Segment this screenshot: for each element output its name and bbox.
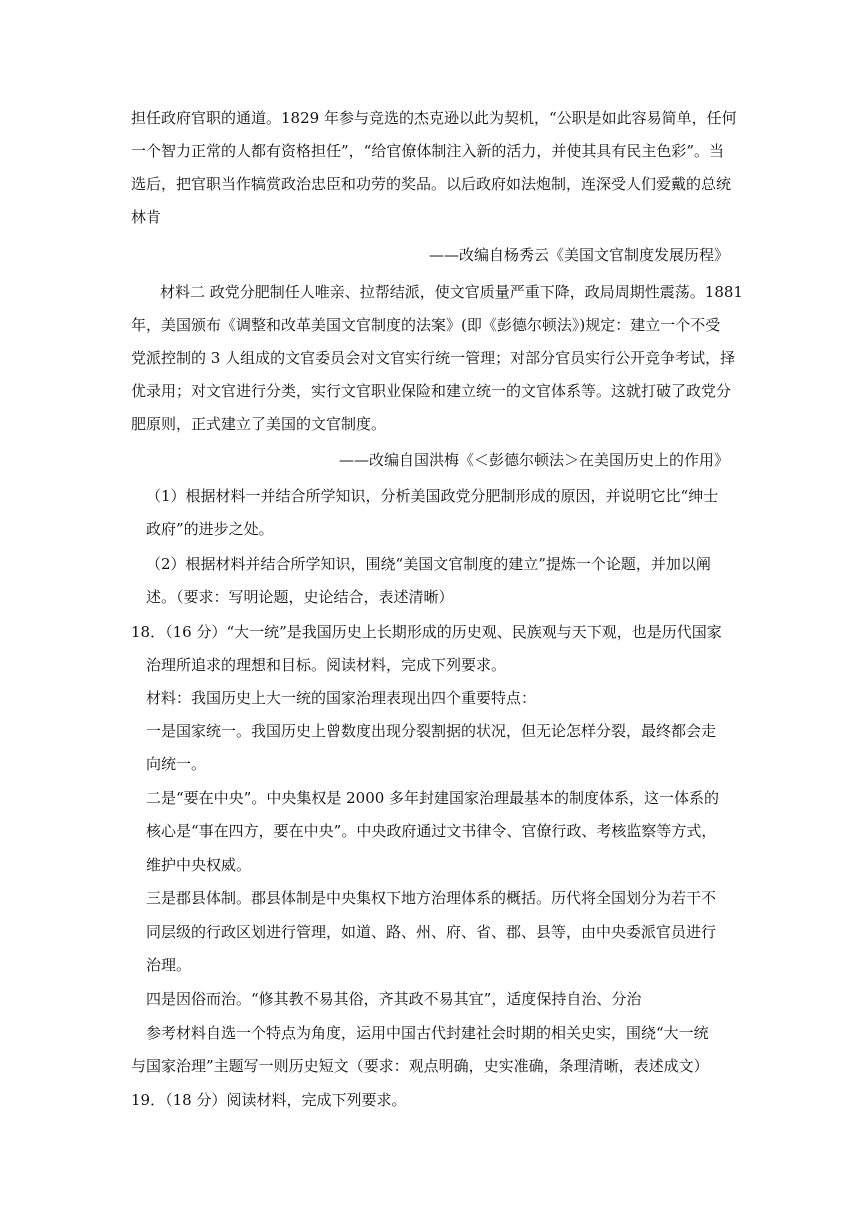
q18-requirement-line-2: 与国家治理”主题写一则历史短文（要求：观点明确，史实准确，条理清晰，表述成文） (131, 1057, 709, 1075)
material-one-source: ——改编自杨秀云《美国文官制度发展历程》 (428, 246, 729, 264)
q18-point-4-line-1: 四是因俗而治。“修其教不易其俗，齐其政不易其宜”，适度保持自治、分治 (146, 990, 642, 1008)
material-one-line-2: 一个智力正常的人都有资格担任”，“给官僚体制注入新的活力，并使其具有民主色彩”。当 (131, 142, 725, 160)
q18-point-1-line-2: 向统一。 (146, 755, 207, 773)
q19-stem-line-1: 19．（18 分）阅读材料，完成下列要求。 (131, 1091, 407, 1109)
material-one-line-4: 林肯 (131, 208, 162, 226)
material-one-line-1: 担任政府官职的通道。1829 年参与竞选的杰克逊以此为契机，“公职是如此容易简单，任何 (131, 109, 737, 127)
q18-point-1-line-1: 一是国家统一。我国历史上曾数度出现分裂割据的状况，但无论怎样分裂，最终都会走 (146, 722, 717, 740)
material-two-line-3: 党派控制的 3 人组成的文官委员会对文官实行统一管理；对部分官员实行公开竞争考试，择 (131, 349, 736, 367)
q18-material-intro: 材料：我国历史上大一统的国家治理表现出四个重要特点： (146, 689, 537, 707)
q17-sub2-line-2: 述。（要求：写明论题，史论结合，表述清晰） (146, 588, 454, 606)
q18-point-3-line-3: 治理。 (146, 956, 192, 974)
q18-requirement-line-1: 参考材料自选一个特点为角度，运用中国古代封建社会时期的相关史实，围绕“大一统 (146, 1024, 709, 1042)
material-two-line-5: 肥原则，正式建立了美国的文官制度。 (131, 415, 387, 433)
material-two-line-4: 优录用；对文官进行分类，实行文官职业保险和建立统一的文官体系等。这就打破了政党分 (131, 382, 732, 400)
q18-point-2-line-1: 二是“要在中央”。中央集权是 2000 多年封建国家治理最基本的制度体系，这一体系的 (146, 789, 720, 807)
material-two-line-2: 年，美国颁布《调整和改革美国文官制度的法案》(即《彭德尔顿法》)规定：建立一个不受 (131, 316, 721, 334)
q18-point-2-line-3: 维护中央权威。 (146, 856, 252, 874)
material-two-source: ——改编自国洪梅《＜彭德尔顿法＞在美国历史上的作用》 (338, 451, 729, 469)
material-two-line-1: 材料二 政党分肥制任人唯亲、拉帮结派，使文官质量严重下降，政局周期性震荡。1881 (160, 283, 743, 301)
q17-sub1-line-1: （1）根据材料一并结合所学知识，分析美国政党分肥制形成的原因，并说明它比“绅士 (146, 487, 719, 505)
q18-stem-line-1: 18．（16 分）“大一统”是我国历史上长期形成的历史观、民族观与天下观，也是历代国家 (131, 623, 722, 641)
q17-sub2-line-1: （2）根据材料并结合所学知识，围绕“美国文官制度的建立”提炼一个论题，并加以阐 (146, 555, 711, 573)
q17-sub1-line-2: 政府”的进步之处。 (146, 520, 274, 538)
material-one-line-3: 选后，把官职当作犒赏政治忠臣和功劳的奖品。以后政府如法炮制，连深受人们爱戴的总统 (131, 175, 732, 193)
q18-point-2-line-2: 核心是“事在四方，要在中央”。中央政府通过文书律令、官僚行政、考核监察等方式， (146, 822, 717, 840)
q18-point-3-line-1: 三是郡县体制。郡县体制是中央集权下地方治理体系的概括。历代将全国划分为若干不 (146, 889, 717, 907)
q18-stem-line-2: 治理所追求的理想和目标。阅读材料，完成下列要求。 (146, 656, 507, 674)
q18-point-3-line-2: 同层级的行政区划进行管理，如道、路、州、府、省、郡、县等，由中央委派官员进行 (146, 923, 717, 941)
